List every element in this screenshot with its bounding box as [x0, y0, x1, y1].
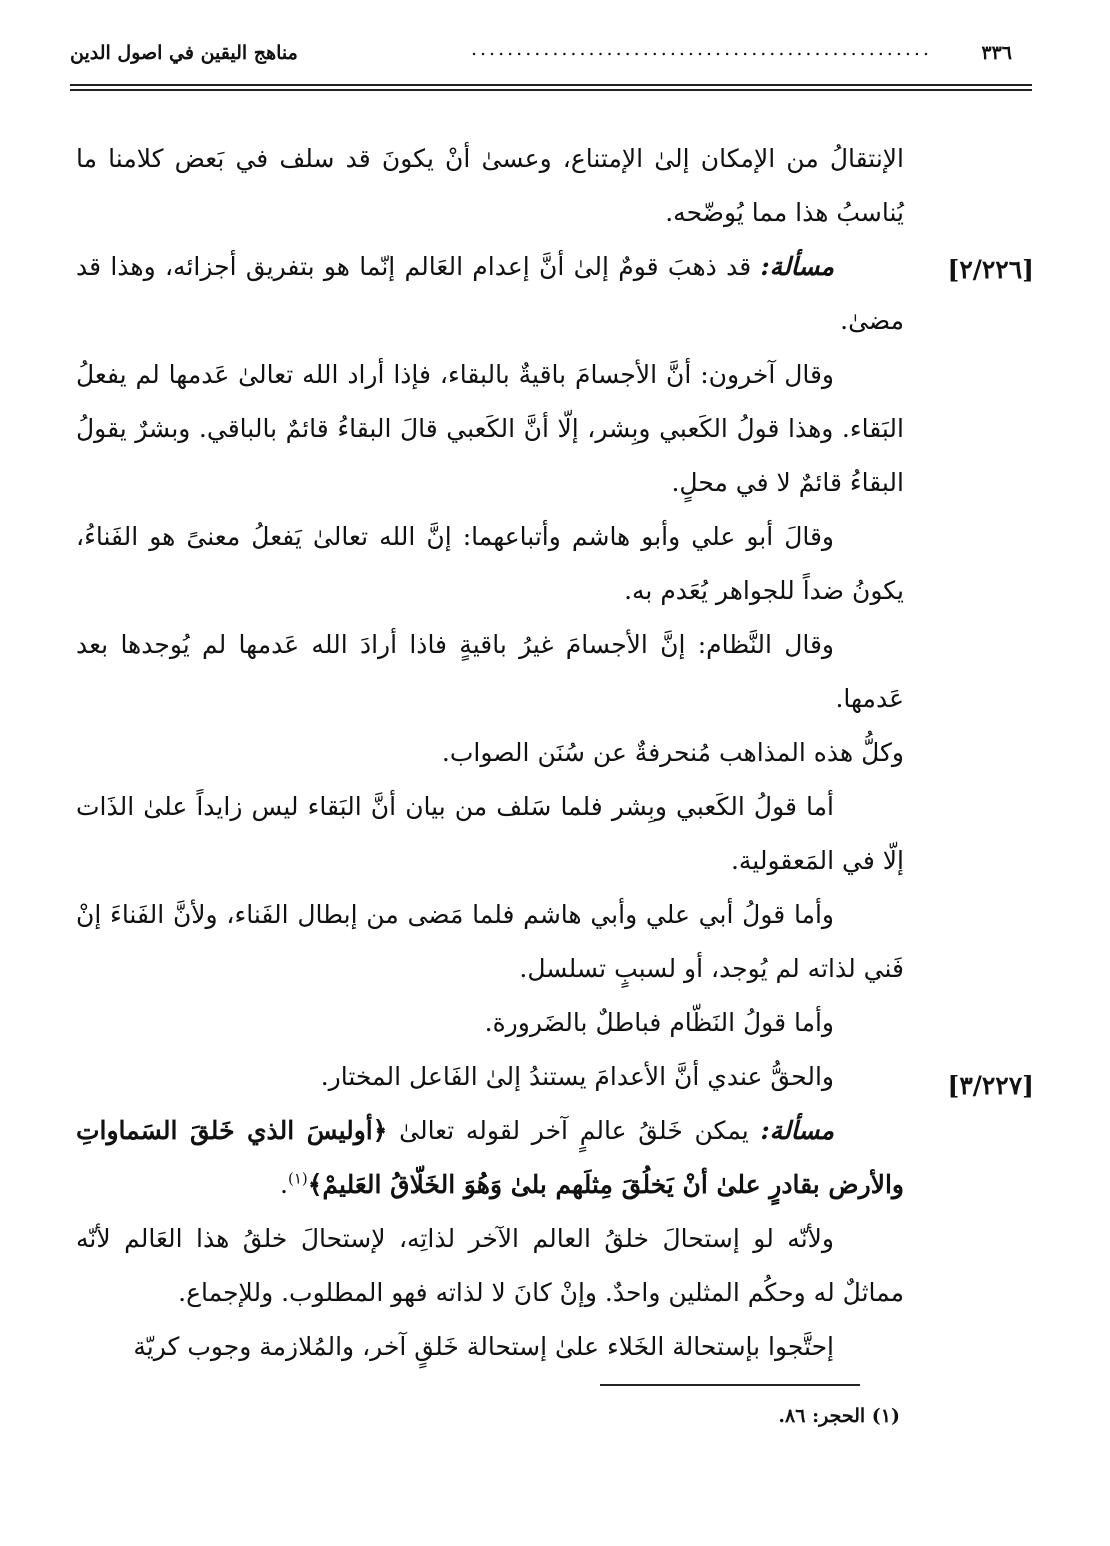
paragraph: وأما قولُ النَظّام فباطلٌ بالضَرورة. [484, 1008, 834, 1037]
footnote-rule [600, 1384, 860, 1386]
section-marker-227: [٣/٢٢٧] [947, 1071, 1034, 1100]
quran-quote: ﴿أوليسَ الذي خَلقَ السَماواتِ والأرض بقادرٍ علىٰ أنْ يَخلُقَ مِثلَهم بلىٰ وَهُوَ الخَلّاقُ العَليمْ﴾ [76, 1116, 904, 1199]
paragraph: وأما قولُ أبي علي وأبي هاشم فلما مَضى من إبطال الفَناء، ولأنَّ الفَناءَ إنْ فَني لذاته لم يُوجد، أو لسببٍ تسلسل. [76, 900, 904, 983]
period: . [280, 1170, 288, 1199]
question-text: قد ذهبَ قومٌ إلىٰ أنَّ إعدام العَالم إنّما هو بتفريق أجزائه، وهذا قد مضىٰ. [76, 252, 904, 335]
paragraph: والحقُّ عندي أنَّ الأعدامَ يستندُ إلىٰ الفَاعل المختار. [320, 1062, 834, 1091]
question-text: يمكن خَلقُ عالمٍ آخر لقوله تعالىٰ [387, 1116, 761, 1145]
section-marker-226: [٢/٢٢٦] [947, 255, 1034, 284]
header-dots: ................................................... [470, 42, 932, 60]
paragraph: ولأنّه لو إستحالَ خلقُ العالم الآخر لذاتِه، لإستحالَ خلقُ هذا العَالم لأنّه مماثلٌ له وحكُم المثلين واحدٌ. وإنْ كانَ لا لذاته فهو المطلوب. وللإجماع. [76, 1224, 904, 1307]
footnote: (١) الحجر: ٨٦. [778, 1405, 900, 1427]
header-rule-bottom [70, 89, 1032, 91]
paragraph-question-227 [76, 1104, 904, 1212]
header-rule-top [70, 84, 1032, 86]
page-number: ٣٣٦ [981, 42, 1012, 64]
paragraph: وقالَ أبو علي وأبو هاشم وأتباعهما: إنَّ الله تعالىٰ يَفعلُ معنىً هو الفَناءُ، يكونُ ضداً للجواهر يُعَدم به. [76, 522, 904, 605]
question-label: مسألة: [760, 1116, 834, 1145]
book-title: مناهج اليقين في اصول الدين [70, 42, 298, 64]
paragraph: أما قولُ الكَعبي وبِشر فلما سَلف من بيان أنَّ البَقاء ليس زايداً علىٰ الذَات إلّا في المَعقولية. [76, 792, 904, 875]
paragraph: إحتَّجوا بإستحالة الخَلاء علىٰ إستحالة خَلقٍ آخر، والمُلازمة وجوب كريّة [133, 1332, 834, 1361]
paragraph: وقال آخرون: أنَّ الأجسامَ باقيةٌ بالبقاء، فإذا أراد الله تعالىٰ عَدمها لم يفعلُ البَقاء. وهذا قولُ الكَعبي وبِشر، إلّا أنَّ الكَعبي قالَ البقاءُ قائمٌ بالباقي. وبشرٌ يقولُ البقاءُ قائمٌ لا في محلٍ. [76, 360, 904, 497]
running-header [70, 42, 1032, 78]
paragraph: وقال النَّظام: إنَّ الأجسامَ غيرُ باقيةٍ فاذا أرادَ الله عَدمها لم يُوجدها بعد عَدمها. [76, 630, 904, 713]
main-text [76, 132, 904, 1374]
question-label: مسألة: [760, 252, 834, 281]
paragraph-question-226 [76, 240, 904, 348]
paragraph: وكلُّ هذه المذاهب مُنحرفةٌ عن سُنَن الصواب. [441, 738, 904, 767]
paragraph-continuation: الإنتقالُ من الإمكان إلىٰ الإمتناع، وعسىٰ أنْ يكونَ قد سلف في بَعض كلامنا ما يُناسبُ هذا مما يُوضّحه. [76, 144, 904, 227]
footnote-ref[interactable]: (١) [287, 1169, 308, 1188]
